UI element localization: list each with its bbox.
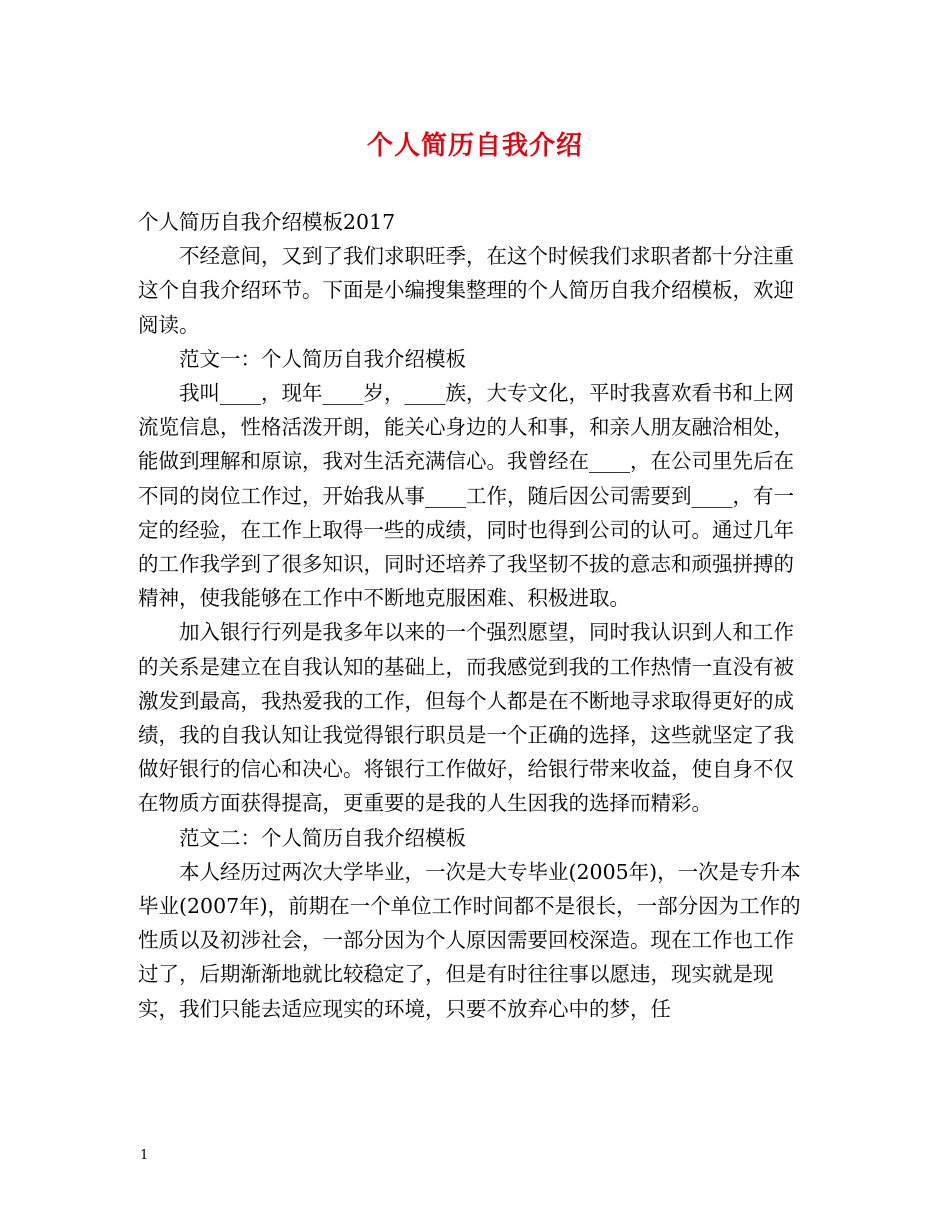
- section-heading-sample-one: 范文一：个人简历自我介绍模板: [179, 346, 466, 371]
- paragraph-sample-one-body: 我叫____，现年____岁，____族，大专文化，平时我喜欢看书和上网流览信息，性格活泼开朗，能关心身边的人和事，和亲人朋友融洽相处，能做到理解和原谅，我对生活充满信心。我曾经在____，在公司里先后在不同的岗位工作过，开始我从事____工作，随后因公司需要到____，有一定的经验，在工作上取得一些的成绩，同时也得到公司的认可。通过几年的工作我学到了很多知识，同时还培养了我坚韧不拔的意志和顽强拼搏的精神，使我能够在工作中不断地克服困难、积极进取。: [138, 381, 794, 611]
- paragraph-sample-one-bank: 加入银行行列是我多年以来的一个强烈愿望，同时我认识到人和工作的关系是建立在自我认知的基础上，而我感觉到我的工作热情一直没有被激发到最高，我热爱我的工作，但每个人都是在不断地寻求取得更好的成绩，我的自我认知让我觉得银行职员是一个正确的选择，这些就坚定了我做好银行的信心和决心。将银行工作做好，给银行带来收益，使自身不仅在物质方面获得提高，更重要的是我的人生因我的选择而精彩。: [138, 620, 794, 816]
- paragraph-intro: 不经意间，又到了我们求职旺季，在这个时候我们求职者都十分注重这个自我介绍环节。下面是小编搜集整理的个人简历自我介绍模板，欢迎阅读。: [138, 244, 794, 337]
- document-body: [138, 205, 813, 1026]
- document-subtitle: 个人简历自我介绍模板2017: [138, 210, 396, 234]
- paragraph-sample-two-body: 本人经历过两次大学毕业，一次是大专毕业(2005年)，一次是专升本毕业(2007年)，前期在一个单位工作时间都不是很长，一部分因为工作的性质以及初涉社会，一部分因为个人原因需要回校深造。现在工作也工作过了，后期渐渐地就比较稳定了，但是有时往往事以愿违，现实就是现实，我们只能去适应现实的环境，只要不放弃心中的梦，任: [138, 859, 801, 1021]
- page-number: 1: [140, 1148, 149, 1163]
- section-heading-sample-two: 范文二：个人简历自我介绍模板: [179, 825, 466, 850]
- document-title: 个人简历自我介绍: [366, 131, 583, 161]
